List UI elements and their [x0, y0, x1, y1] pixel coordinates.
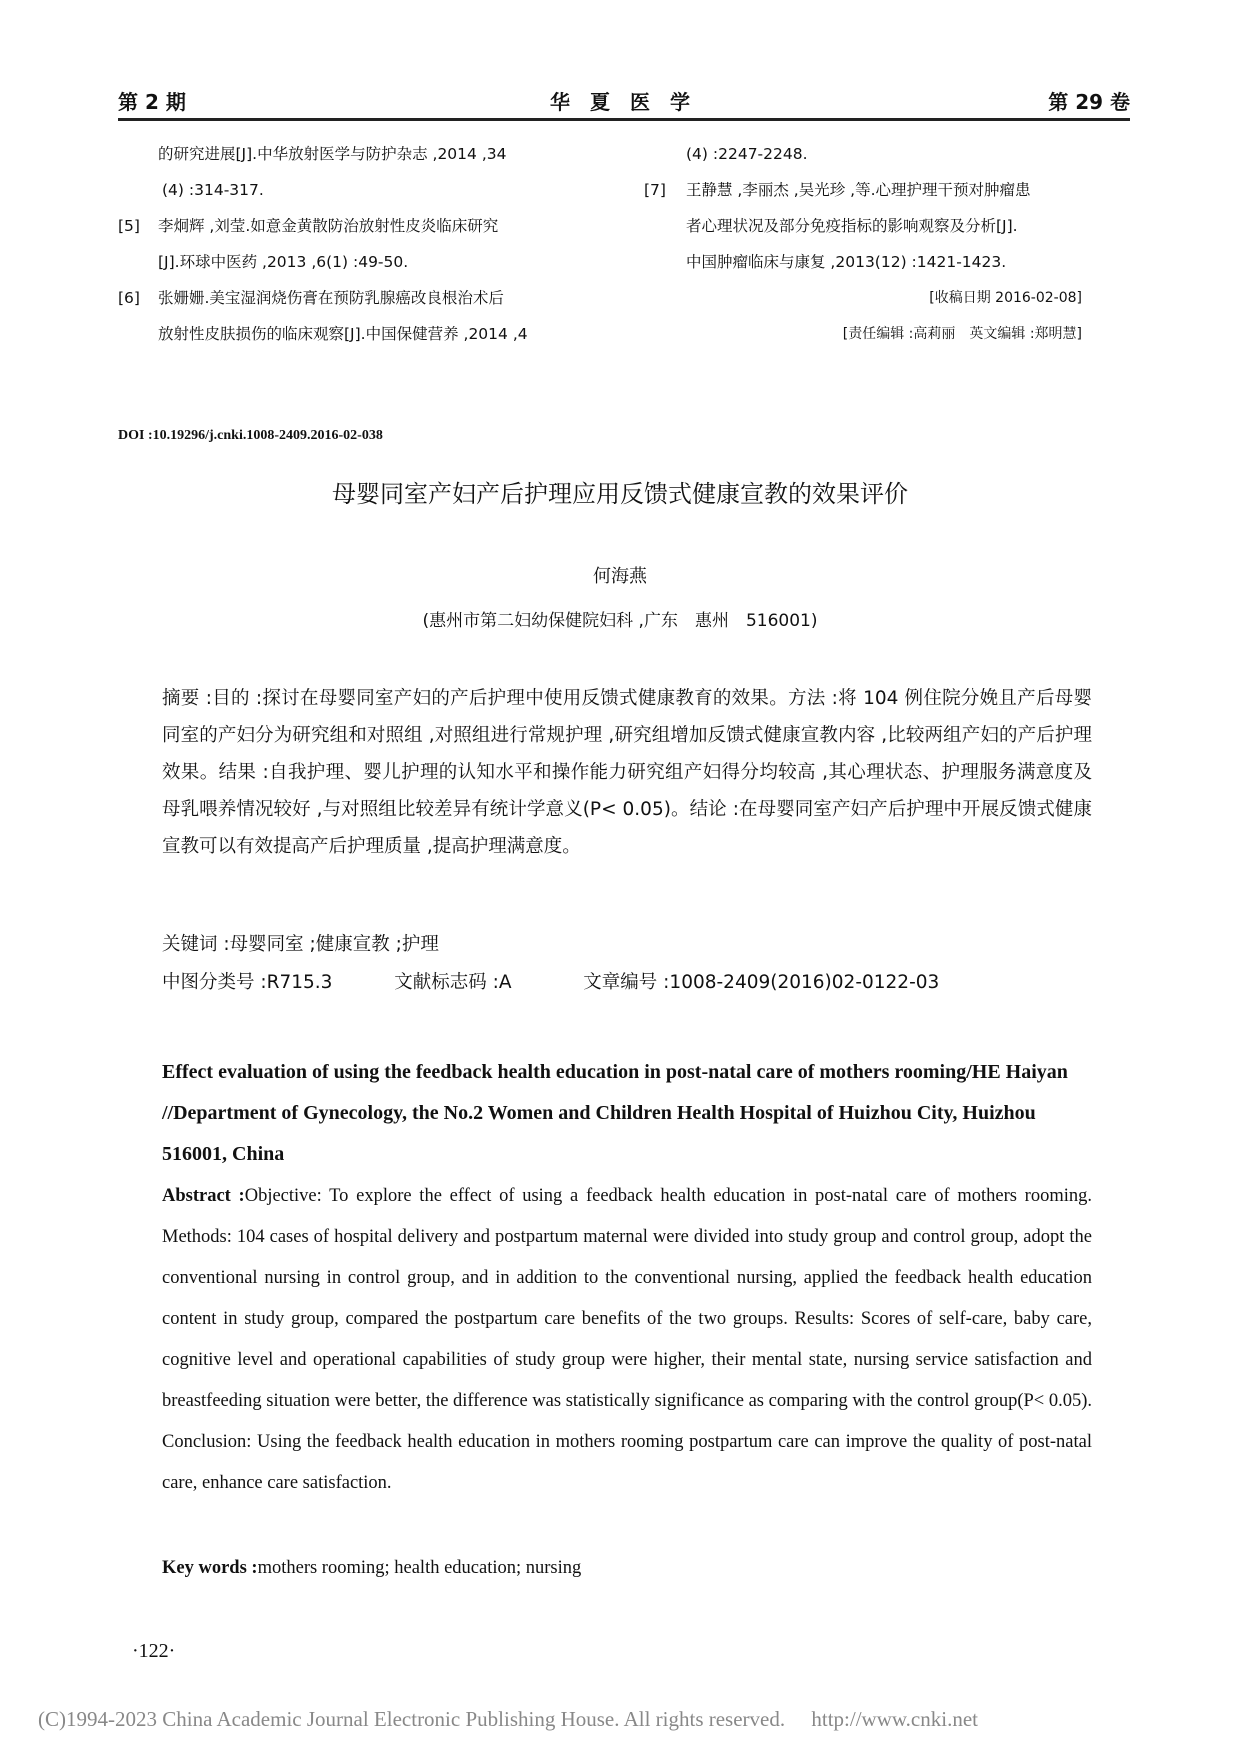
abstract-en — [162, 1176, 1092, 1504]
reference-number: [6] — [118, 289, 140, 307]
keywords-cn-text: 母婴同室 ;健康宣教 ;护理 — [229, 934, 439, 955]
abstract-cn-label: 摘要 : — [162, 688, 212, 709]
reference-line: 放射性皮肤损伤的临床观察[J].中国保健营养 ,2014 ,4 — [158, 325, 528, 343]
article-title: 母婴同室产妇产后护理应用反馈式健康宣教的效果评价 — [332, 480, 908, 508]
reference-continued-left — [158, 136, 506, 208]
doc-code-label: 文献标志码 : — [394, 972, 499, 993]
abstract-cn — [162, 680, 1092, 865]
volume-number: 第 29 卷 — [1048, 90, 1130, 114]
reference-5 — [118, 208, 498, 280]
reference-line: [J].环球中医药 ,2013 ,6(1) :49-50. — [158, 253, 409, 271]
reference-number: [5] — [118, 217, 140, 235]
doi: DOI :10.19296/j.cnki.1008-2409.2016-02-038 — [118, 428, 383, 443]
page-number: ·122· — [132, 1640, 176, 1662]
reference-7 — [644, 172, 1031, 280]
reference-line: (4) :314-317. — [162, 181, 264, 199]
reference-line: 者心理状况及部分免疫指标的影响观察及分析[J]. — [686, 217, 1018, 235]
issue-number: 第 2 期 — [118, 90, 186, 114]
abstract-en-text: Objective: To explore the effect of using a feedback health education in post-natal care of mothers rooming. Methods: 104 cases of hospital delivery and postpartum maternal were divided into study group and control group, adopt the conventional nursing in control group, and in addition to the conventional nursing, applied the feedback health education content in study group, compared the postpartum care benefits of the two groups. Results: Scores of self-care, baby care, cognitive level and operational capabilities of study group were higher, their mental state, nursing service satisfaction and breastfeeding situation were better, the difference was statistically significance as comparing with the control group(P< 0.05). Conclusion: Using the feedback health education in mothers rooming postpartum care can improve the quality of post-natal care, enhance care satisfaction. — [162, 1186, 1092, 1493]
author: 何海燕 — [593, 566, 647, 587]
keywords-en — [162, 1558, 581, 1579]
reference-line: 王静慧 ,李丽杰 ,吴光珍 ,等.心理护理干预对肿瘤患 — [686, 181, 1031, 199]
article-number-value: 1008-2409(2016)02-0122-03 — [669, 972, 940, 993]
reference-line: 的研究进展[J].中华放射医学与防护杂志 ,2014 ,34 — [158, 145, 507, 163]
keywords-en-label: Key words : — [162, 1558, 258, 1578]
abstract-en-label: Abstract : — [162, 1186, 245, 1206]
reference-line: 李炯辉 ,刘莹.如意金黄散防治放射性皮炎临床研究 — [158, 217, 499, 235]
keywords-en-text: mothers rooming; health education; nursing — [257, 1558, 582, 1578]
doc-code-value: A — [498, 972, 512, 993]
reference-continued-right — [686, 136, 808, 172]
header-rule — [118, 118, 1130, 121]
reference-line: (4) :2247-2248. — [686, 145, 808, 163]
reference-6 — [118, 280, 528, 352]
classification-line — [162, 968, 939, 994]
article-number-label: 文章编号 : — [583, 972, 670, 993]
clc-value: R715.3 — [266, 972, 333, 993]
keywords-cn-label: 关键词 : — [162, 934, 230, 955]
keywords-cn — [162, 930, 439, 956]
received-date: [收稿日期 2016-02-08] — [929, 290, 1082, 306]
reference-line: 中国肿瘤临床与康复 ,2013(12) :1421-1423. — [686, 253, 1007, 271]
english-title: Effect evaluation of using the feedback health education in post-natal care of mothers rooming/HE Haiyan //Department of Gynecology, the No.2 Women and Children Health Hospital of Huizhou City, Huizhou 516001, China — [162, 1061, 1068, 1165]
journal-name: 华 夏 医 学 — [550, 90, 690, 114]
abstract-cn-text: 目的 :探讨在母婴同室产妇的产后护理中使用反馈式健康教育的效果。方法 :将 104 例住院分娩且产后母婴同室的产妇分为研究组和对照组 ,对照组进行常规护理 ,研究组增加反馈式健康宣教内容 ,比较两组产妇的产后护理效果。结果 :自我护理、婴儿护理的认知水平和操作能力研究组产妇得分均较高 ,其心理状态、护理服务满意度及母乳喂养情况较好 ,与对照组比较差异有统计学意义(P< 0.05)。结论 :在母婴同室产妇产后护理中开展反馈式健康宣教可以有效提高产后护理质量 ,提高护理满意度。 — [162, 688, 1092, 857]
affiliation: (惠州市第二妇幼保健院妇科 ,广东 惠州 516001) — [422, 611, 818, 631]
editors: [责任编辑 :高莉丽 英文编辑 :郑明慧] — [842, 326, 1082, 342]
reference-line: 张姗姗.美宝湿润烧伤膏在预防乳腺癌改良根治术后 — [158, 289, 504, 307]
clc-label: 中图分类号 : — [162, 972, 267, 993]
copyright-footer: (C)1994-2023 China Academic Journal Electronic Publishing House. All rights reserved. http://www.cnki.net — [38, 1707, 978, 1731]
reference-number: [7] — [644, 181, 666, 199]
